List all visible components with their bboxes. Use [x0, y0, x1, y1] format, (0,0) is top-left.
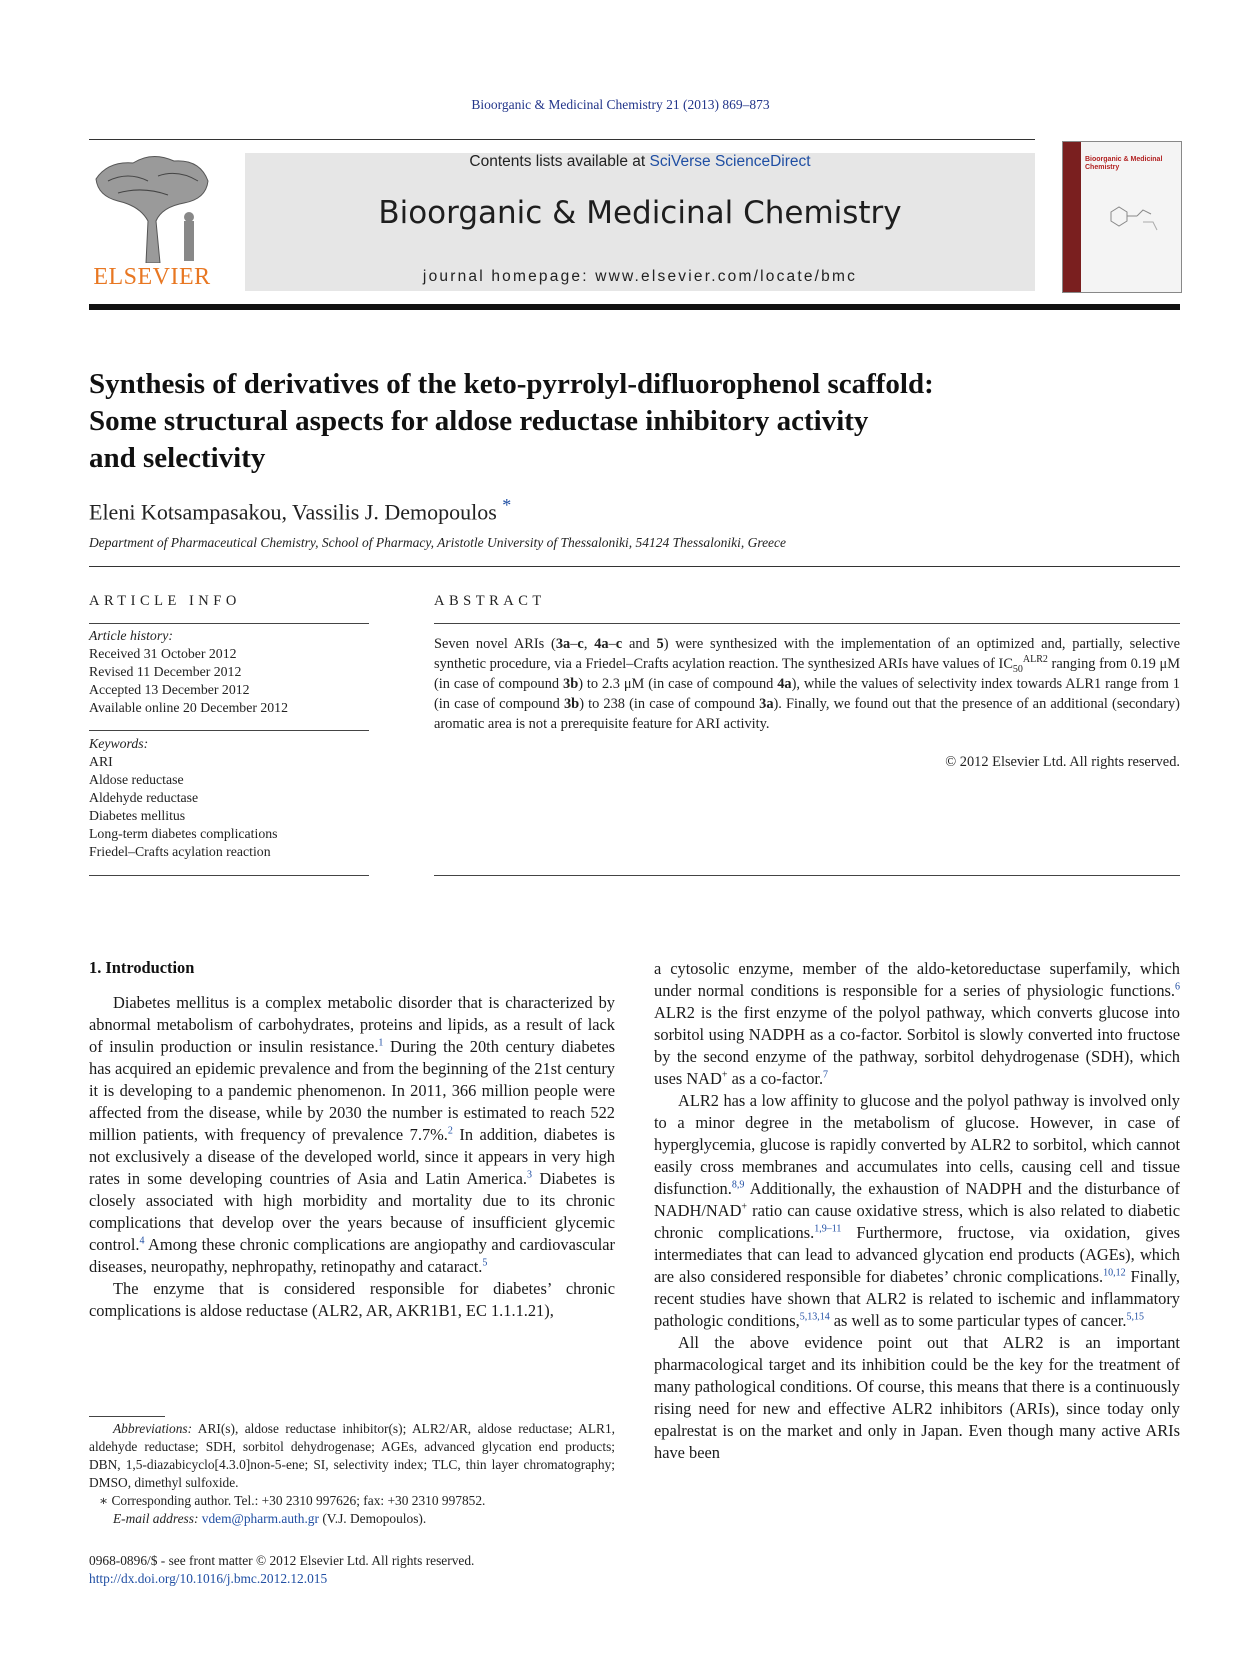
- title-line-2: Some structural aspects for aldose reductase inhibitory activity: [89, 405, 869, 437]
- keywords: [89, 735, 369, 861]
- elsevier-logo: [88, 151, 216, 291]
- section-heading-introduction: 1. Introduction: [89, 958, 195, 977]
- footnotes: [89, 1420, 615, 1528]
- journal-banner: [245, 153, 1035, 291]
- tree-icon: [88, 151, 216, 263]
- intro-paragraph-2-cont: a cytosolic enzyme, member of the aldo-ketoreductase superfamily, which under normal conditions is responsible for a series of physiologic functions.$^6$ ALR2 is the first enzyme of the polyol pathway, which converts glucose into sorbitol using NADPH as a co-factor. Sorbitol is slowly converted into fructose by the second enzyme of the pathway, sorbitol dehydrogenase (SDH), which uses NAD+ as a co-factor.$^7$: [654, 959, 1180, 1088]
- intro-paragraph-1: Diabetes mellitus is a complex metabolic disorder that is characterized by abnormal metabolism of carbohydrates, proteins and lipids, as a result of lack of insulin production or insulin resistance.$^1$ During the 20th century diabetes has acquired an epidemic prevalence and from the beginning of the 21st century it is developing to a pandemic phenomenon. In 2011, 366 million people were affected from the disease, while by 2030 the number is estimated to reach 522 million patients, with frequency of prevalence 7.7%.$^2$ In addition, diabetes is not exclusively a disease of the developed world, since it appears in very high rates in some developing countries of Asia and Latin America.$^3$ Diabetes is closely associated with high morbidity and mortality due to its chronic complications that develop over the years because of insufficient glycemic control.$^4$ Among these chronic complications are angiopathy and cardiovascular diseases, neuropathy, nephropathy, retinopathy and cataract.$^5$: [89, 993, 615, 1276]
- journal-citation: Bioorganic & Medicinal Chemistry 21 (2013) 869–873: [471, 97, 770, 112]
- email-footnote: E-mail address: vdem@pharm.auth.gr (V.J. Demopoulos).: [113, 1511, 427, 1526]
- history-accepted: Accepted 13 December 2012: [89, 682, 250, 697]
- contents-prefix: Contents lists available at: [469, 153, 650, 170]
- journal-cover: [1062, 141, 1182, 293]
- header-thick-rule: [89, 304, 1180, 310]
- abstract-rule: [434, 623, 1180, 624]
- abstract-end-rule: [434, 875, 1180, 876]
- article-info-end-rule: [89, 875, 369, 876]
- keyword-item: Aldehyde reductase: [89, 790, 199, 805]
- intro-paragraph-4: All the above evidence point out that ALR2 is an important pharmacological target and its inhibition could be the key for the treatment of many pathological conditions. Of course, this means that there is a continuously rising need for new and effective ALR2 inhibitors (ARIs), since today only epalrestat is on the market and only in Japan. Even though many active ARIs have been: [654, 1333, 1180, 1462]
- history-online: Available online 20 December 2012: [89, 700, 288, 715]
- keyword-item: Aldose reductase: [89, 772, 184, 787]
- history-revised: Revised 11 December 2012: [89, 664, 242, 679]
- keyword-item: Friedel–Crafts acylation reaction: [89, 844, 271, 859]
- cover-title: Bioorganic & Medicinal Chemistry: [1085, 156, 1163, 171]
- header-rule: [89, 139, 1035, 140]
- abbreviations-footnote: Abbreviations: ARI(s), aldose reductase inhibitor(s); ALR2/AR, aldose reductase; ALR1, aldehyde reductase; SDH, sorbitol dehydrogenase; AGEs, advanced glycation end products; DBN, 1,5-diazabicyclo[4.3.0]non-5-ene; SI, selectivity index; TLC, thin layer chromatography; DMSO, dimethyl sulfoxide.: [89, 1421, 615, 1490]
- title-line-3: and selectivity: [89, 442, 266, 474]
- keyword-item: ARI: [89, 754, 113, 769]
- abstract-copyright: © 2012 Elsevier Ltd. All rights reserved.: [945, 754, 1180, 770]
- contents-line: [245, 153, 1035, 171]
- body-column-left: [89, 992, 615, 1322]
- front-matter: [89, 1552, 474, 1588]
- article-history: [89, 627, 369, 717]
- abstract-text: Seven novel ARIs (3a–c, 4a–c and 5) were synthesized with the implementation of an optimized and, partially, selective synthetic procedure, via a Friedel–Crafts acylation reaction. The synthesized ARIs have values of $IC_{50}^{ALR2}$ ranging from 0.19 μM (in case of compound 3b) to 2.3 μM (in case of compound 4a), while the values of selectivity index towards ALR1 range from 1 (in case of compound 3b) to 238 (in case of compound 3a). Finally, we found out that the presence of an additional (secondary) aromatic area is not a prerequisite feature for ARI activity.: [434, 636, 1180, 732]
- journal-title: Bioorganic & Medicinal Chemistry: [378, 195, 902, 231]
- history-label: Article history:: [89, 628, 173, 643]
- keywords-label: Keywords:: [89, 736, 149, 751]
- email-link[interactable]: vdem@pharm.auth.gr: [201, 1511, 319, 1526]
- author-names: Eleni Kotsampasakou, Vassilis J. Demopoulos: [89, 499, 497, 525]
- elsevier-wordmark: ELSEVIER: [93, 264, 211, 290]
- corresponding-author-mark[interactable]: *: [502, 495, 512, 515]
- affiliation-rule: [89, 566, 1180, 567]
- footnote-rule: [89, 1416, 165, 1417]
- doi-link[interactable]: http://dx.doi.org/10.1016/j.bmc.2012.12.015: [89, 1571, 328, 1586]
- affiliation: Department of Pharmaceutical Chemistry, School of Pharmacy, Aristotle University of Thessaloniki, 54124 Thessaloniki, Greece: [89, 535, 787, 550]
- authors: [89, 495, 511, 525]
- keyword-item: Long-term diabetes complications: [89, 826, 278, 841]
- history-received: Received 31 October 2012: [89, 646, 237, 661]
- intro-paragraph-3: ALR2 has a low affinity to glucose and the polyol pathway is involved only to a minor degree in the metabolism of glucose. However, in case of hyperglycemia, glucose is rapidly converted by ALR2 to sorbitol, which cannot easily cross membranes and accumulates into cells, causing cell and tissue disfunction.$^{8,9}$ Additionally, the exhaustion of NADPH and the disturbance of NADH/NAD+ ratio can cause oxidative stress, which is also related to diabetic chronic complications.$^{1,9-11}$ Furthermore, fructose, via oxidation, gives intermediates that can lead to advanced glycation end products (AGEs), which are also considered responsible for diabetes’ chronic complications.$^{10,12}$ Finally, recent studies have shown that ALR2 is related to ischemic and inflammatory pathologic conditions,$^{5,13,14}$ as well as to some particular types of cancer.$^{5,15}$: [654, 1091, 1181, 1330]
- keywords-rule: [89, 730, 369, 731]
- keyword-item: Diabetes mellitus: [89, 808, 186, 823]
- body-column-right: [654, 958, 1180, 1464]
- article-title: [89, 366, 1169, 477]
- article-info-rule: [89, 623, 369, 624]
- article-info-heading: ARTICLE INFO: [89, 593, 241, 609]
- abstract-heading: ABSTRACT: [434, 593, 546, 609]
- journal-homepage[interactable]: journal homepage: www.elsevier.com/locate/bmc: [422, 268, 858, 285]
- issn-line: 0968-0896/$ - see front matter © 2012 Elsevier Ltd. All rights reserved.: [89, 1553, 475, 1568]
- sciencedirect-link[interactable]: SciVerse ScienceDirect: [649, 153, 811, 170]
- intro-paragraph-2: The enzyme that is considered responsible for diabetes’ chronic complications is aldose reductase (ALR2, AR, AKR1B1, EC 1.1.1.21),: [89, 1279, 615, 1320]
- corresponding-footnote: ∗ Corresponding author. Tel.: +30 2310 997626; fax: +30 2310 997852.: [99, 1493, 486, 1508]
- title-line-1: Synthesis of derivatives of the keto-pyrrolyl-difluorophenol scaffold:: [89, 368, 934, 400]
